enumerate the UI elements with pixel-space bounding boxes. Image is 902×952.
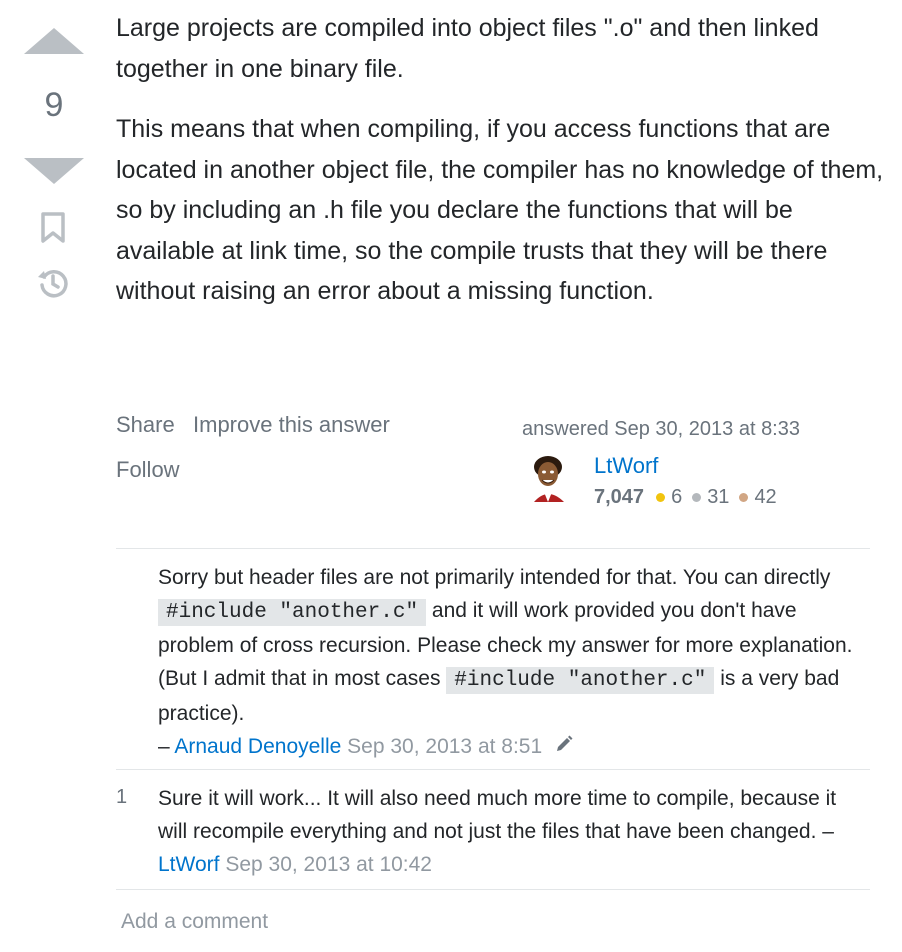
vote-down-arrow-icon[interactable] — [24, 158, 84, 184]
answer-body — [116, 8, 886, 332]
inline-code: #include "another.c" — [446, 667, 714, 694]
vote-count: 9 — [44, 86, 64, 124]
comment-dash: – — [158, 735, 170, 758]
bookmark-icon[interactable] — [40, 212, 66, 249]
comment-user-link[interactable]: LtWorf — [158, 853, 220, 876]
silver-badge-count: 31 — [707, 486, 730, 508]
answered-timestamp: answered Sep 30, 2013 at 8:33 — [522, 418, 800, 440]
comment-dash: – — [822, 820, 834, 843]
comment — [158, 561, 868, 764]
divider — [116, 769, 870, 770]
comment-date[interactable]: Sep 30, 2013 at 8:51 — [347, 735, 543, 758]
gold-badge-icon — [656, 493, 665, 502]
divider — [116, 889, 870, 890]
comment-text: Sorry but header files are not primarily intended for that. You can directly — [158, 566, 831, 589]
reputation-score: 7,047 — [594, 486, 645, 508]
comment-date[interactable]: Sep 30, 2013 at 10:42 — [225, 853, 432, 876]
share-link[interactable]: Share — [116, 412, 175, 437]
reputation-row — [594, 486, 787, 509]
silver-badge-icon — [692, 493, 701, 502]
comment-text: Sure it will work... It will also need much more time to compile, because it will recompile everything and not just the files that have been changed. — [158, 787, 837, 843]
improve-answer-link[interactable]: Improve this answer — [193, 412, 390, 437]
history-icon[interactable] — [36, 266, 70, 305]
comment-user-link[interactable]: Arnaud Denoyelle — [174, 735, 342, 758]
bronze-badge-count: 42 — [754, 486, 777, 508]
comment — [158, 782, 868, 881]
divider — [116, 548, 870, 549]
comment-score: 1 — [116, 786, 128, 808]
gold-badge-count: 6 — [671, 486, 683, 508]
comment-text: and it will work provided you don't have problem of cross recursion. Please check my answer for more explanation. (But I admit that in most cases — [158, 599, 853, 690]
follow-link[interactable]: Follow — [116, 457, 180, 482]
inline-code: #include "another.c" — [158, 599, 426, 626]
add-comment-link[interactable]: Add a comment — [121, 910, 269, 933]
author-name-link[interactable]: LtWorf — [594, 453, 659, 478]
pencil-icon[interactable] — [554, 731, 574, 764]
answer-paragraph: This means that when compiling, if you access functions that are located in another object file, the compiler has no knowledge of them, so by including an .h file you declare the functions that will be available at link time, so the compile trusts that they will be there without raising an error about a missing function. — [116, 115, 884, 305]
answer-paragraph: Large projects are compiled into object files ".o" and then linked together in one binary file. — [116, 14, 819, 83]
comment-text: is a very bad practice). — [158, 667, 840, 725]
avatar[interactable] — [526, 452, 574, 504]
bronze-badge-icon — [739, 493, 748, 502]
vote-up-arrow-icon[interactable] — [24, 28, 84, 54]
